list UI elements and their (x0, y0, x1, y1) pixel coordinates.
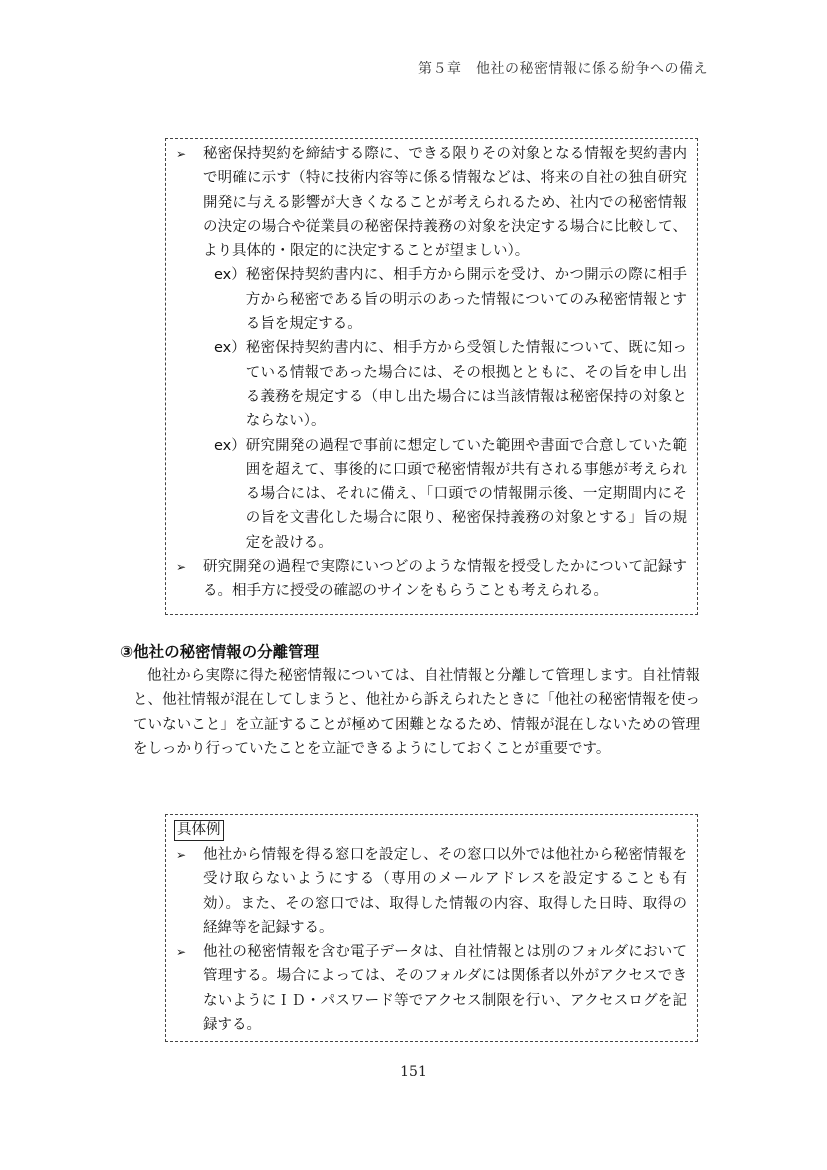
examples-label: 具体例 (174, 820, 224, 841)
bullet-item (174, 843, 687, 940)
example-text: 秘密保持契約書内に、相手方から開示を受け、かつ開示の際に相手方から秘密である旨の明示のあった情報についてのみ秘密情報とする旨を規定する。 (245, 267, 687, 333)
example-item (214, 336, 687, 433)
bullet-text: 他社の秘密情報を含む電子データは、自社情報とは別のフォルダにおいて管理する。場合によっては、そのフォルダには関係者以外がアクセスできないようにＩＤ・パスワード等でアクセス制限を行い、アクセスログを記録する。 (203, 944, 687, 1034)
bullet-text: 研究開発の過程で実際にいつどのような情報を授受したかについて記録する。相手方に授受の確認のサインをもらうことも考えられる。 (203, 559, 687, 600)
bullet-text: 他社から情報を得る窓口を設定し、その窓口以外では他社から秘密情報を受け取らないようにする（専用のメールアドレスを設定することも有効）。また、その窓口では、取得した情報の内容、取得した日時、取得の経緯等を記録する。 (203, 847, 687, 936)
arrow-bullet-icon: ➢ (176, 560, 187, 575)
bullet-text: 秘密保持契約を締結する際に、できる限りその対象となる情報を契約書内で明確に示す（特に技術内容等に係る情報などは、将来の自社の独自研究開発に与える影響が大きくなることが考えられるため、社内での秘密情報の決定の場合や従業員の秘密保持義務の対象を決定する場合に比較して、より具体的・限定的に決定することが望ましい）。 (203, 146, 687, 260)
bullet-item (174, 940, 687, 1037)
arrow-bullet-icon: ➢ (176, 945, 187, 960)
arrow-bullet-icon: ➢ (176, 848, 187, 862)
example-item (214, 263, 687, 336)
chapter-title: 第５章 他社の秘密情報に係る紛争への備え (418, 61, 708, 77)
bullet-item (174, 142, 687, 263)
example-item (214, 434, 687, 555)
bullet-item (174, 555, 687, 604)
example-mark: ex） (214, 340, 246, 357)
page-number: 151 (400, 1064, 427, 1080)
example-mark: ex） (214, 437, 246, 454)
contract-measures-box (165, 138, 698, 615)
example-text: 研究開発の過程で事前に想定していた範囲や書面で合意していた範囲を超えて、事後的に口頭で秘密情報が共有される事態が考えられる場合には、それに備え、「口頭での情報開示後、一定期間内にその旨を文書化した場合に限り、秘密保持義務の対象とする」旨の規定を設ける。 (245, 437, 687, 551)
example-text: 秘密保持契約書内に、相手方から受領した情報について、既に知っている情報であった場合には、その根拠とともに、その旨を申し出る義務を規定する（申し出た場合には当該情報は秘密保持の対象とならない）。 (245, 340, 687, 430)
concrete-examples-box (165, 814, 698, 1042)
section-body: 他社から実際に得た秘密情報については、自社情報と分離して管理します。自社情報と、他社情報が混在してしまうと、他社から訴えられたときに「他社の秘密情報を使っていないこと」を立証することが極めて困難となるため、情報が混在しないための管理をしっかり行っていたことを立証できるようにしておくことが重要です。 (133, 668, 700, 757)
section-heading: ③他社の秘密情報の分離管理 (120, 643, 320, 661)
arrow-bullet-icon: ➢ (176, 147, 187, 161)
running-header (0, 0, 708, 78)
example-mark: ex） (214, 267, 246, 284)
